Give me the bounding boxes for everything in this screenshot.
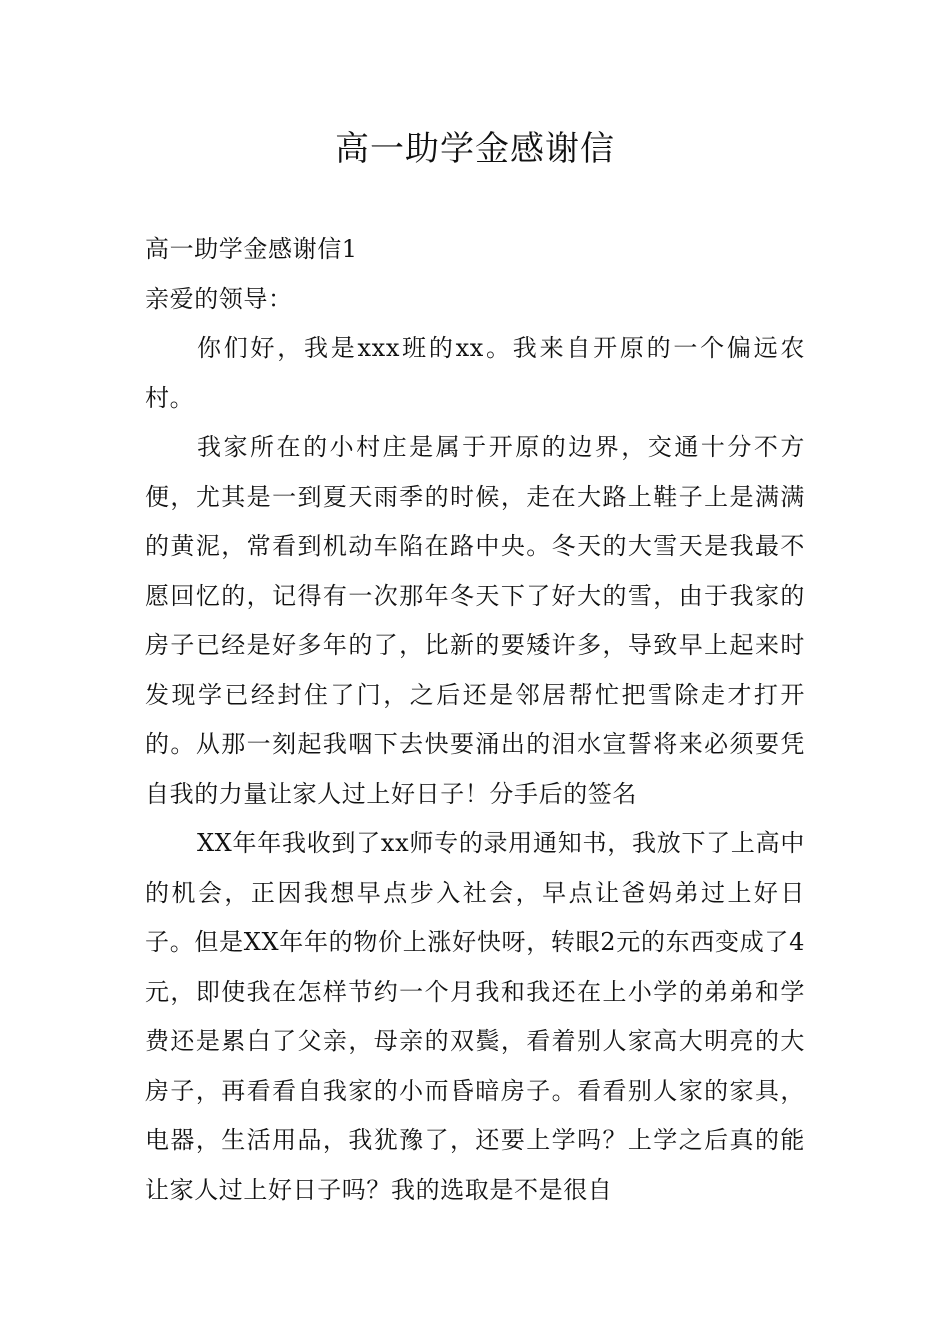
document-body (145, 225, 805, 1215)
body-paragraph: 我家所在的小村庄是属于开原的边界，交通十分不方便，尤其是一到夏天雨季的时候，走在大路上鞋子上是满满的黄泥，常看到机动车陷在路中央。冬天的大雪天是我最不愿回忆的，记得有一次那年冬天下了好大的雪，由于我家的房子已经是好多年的了，比新的要矮许多，导致早上起来时发现学已经封住了门，之后还是邻居帮忙把雪除走才打开的。从那一刻起我咽下去快要涌出的泪水宣誓将来必须要凭自我的力量让家人过上好日子！分手后的签名 (145, 433, 805, 808)
body-paragraph: 你们好，我是xxx班的xx。我来自开原的一个偏远农村。 (145, 334, 805, 412)
document-title: 高一助学金感谢信 (335, 129, 615, 169)
salutation: 亲爱的领导： (145, 284, 293, 313)
body-paragraph: XX年年我收到了xx师专的录用通知书，我放下了上高中的机会，正因我想早点步入社会，早点让爸妈弟过上好日子。但是XX年年的物价上涨好快呀，转眼2元的东西变成了4元，即使我在怎样节约一个月我和我还在上小学的弟弟和学费还是累白了父亲，母亲的双鬓，看着别人家高大明亮的大房子，再看看自我家的小而昏暗房子。看看别人家的家具，电器，生活用品，我犹豫了，还要上学吗？上学之后真的能让家人过上好日子吗？我的选取是不是很自 (145, 829, 805, 1204)
section-heading: 高一助学金感谢信1 (145, 235, 358, 263)
